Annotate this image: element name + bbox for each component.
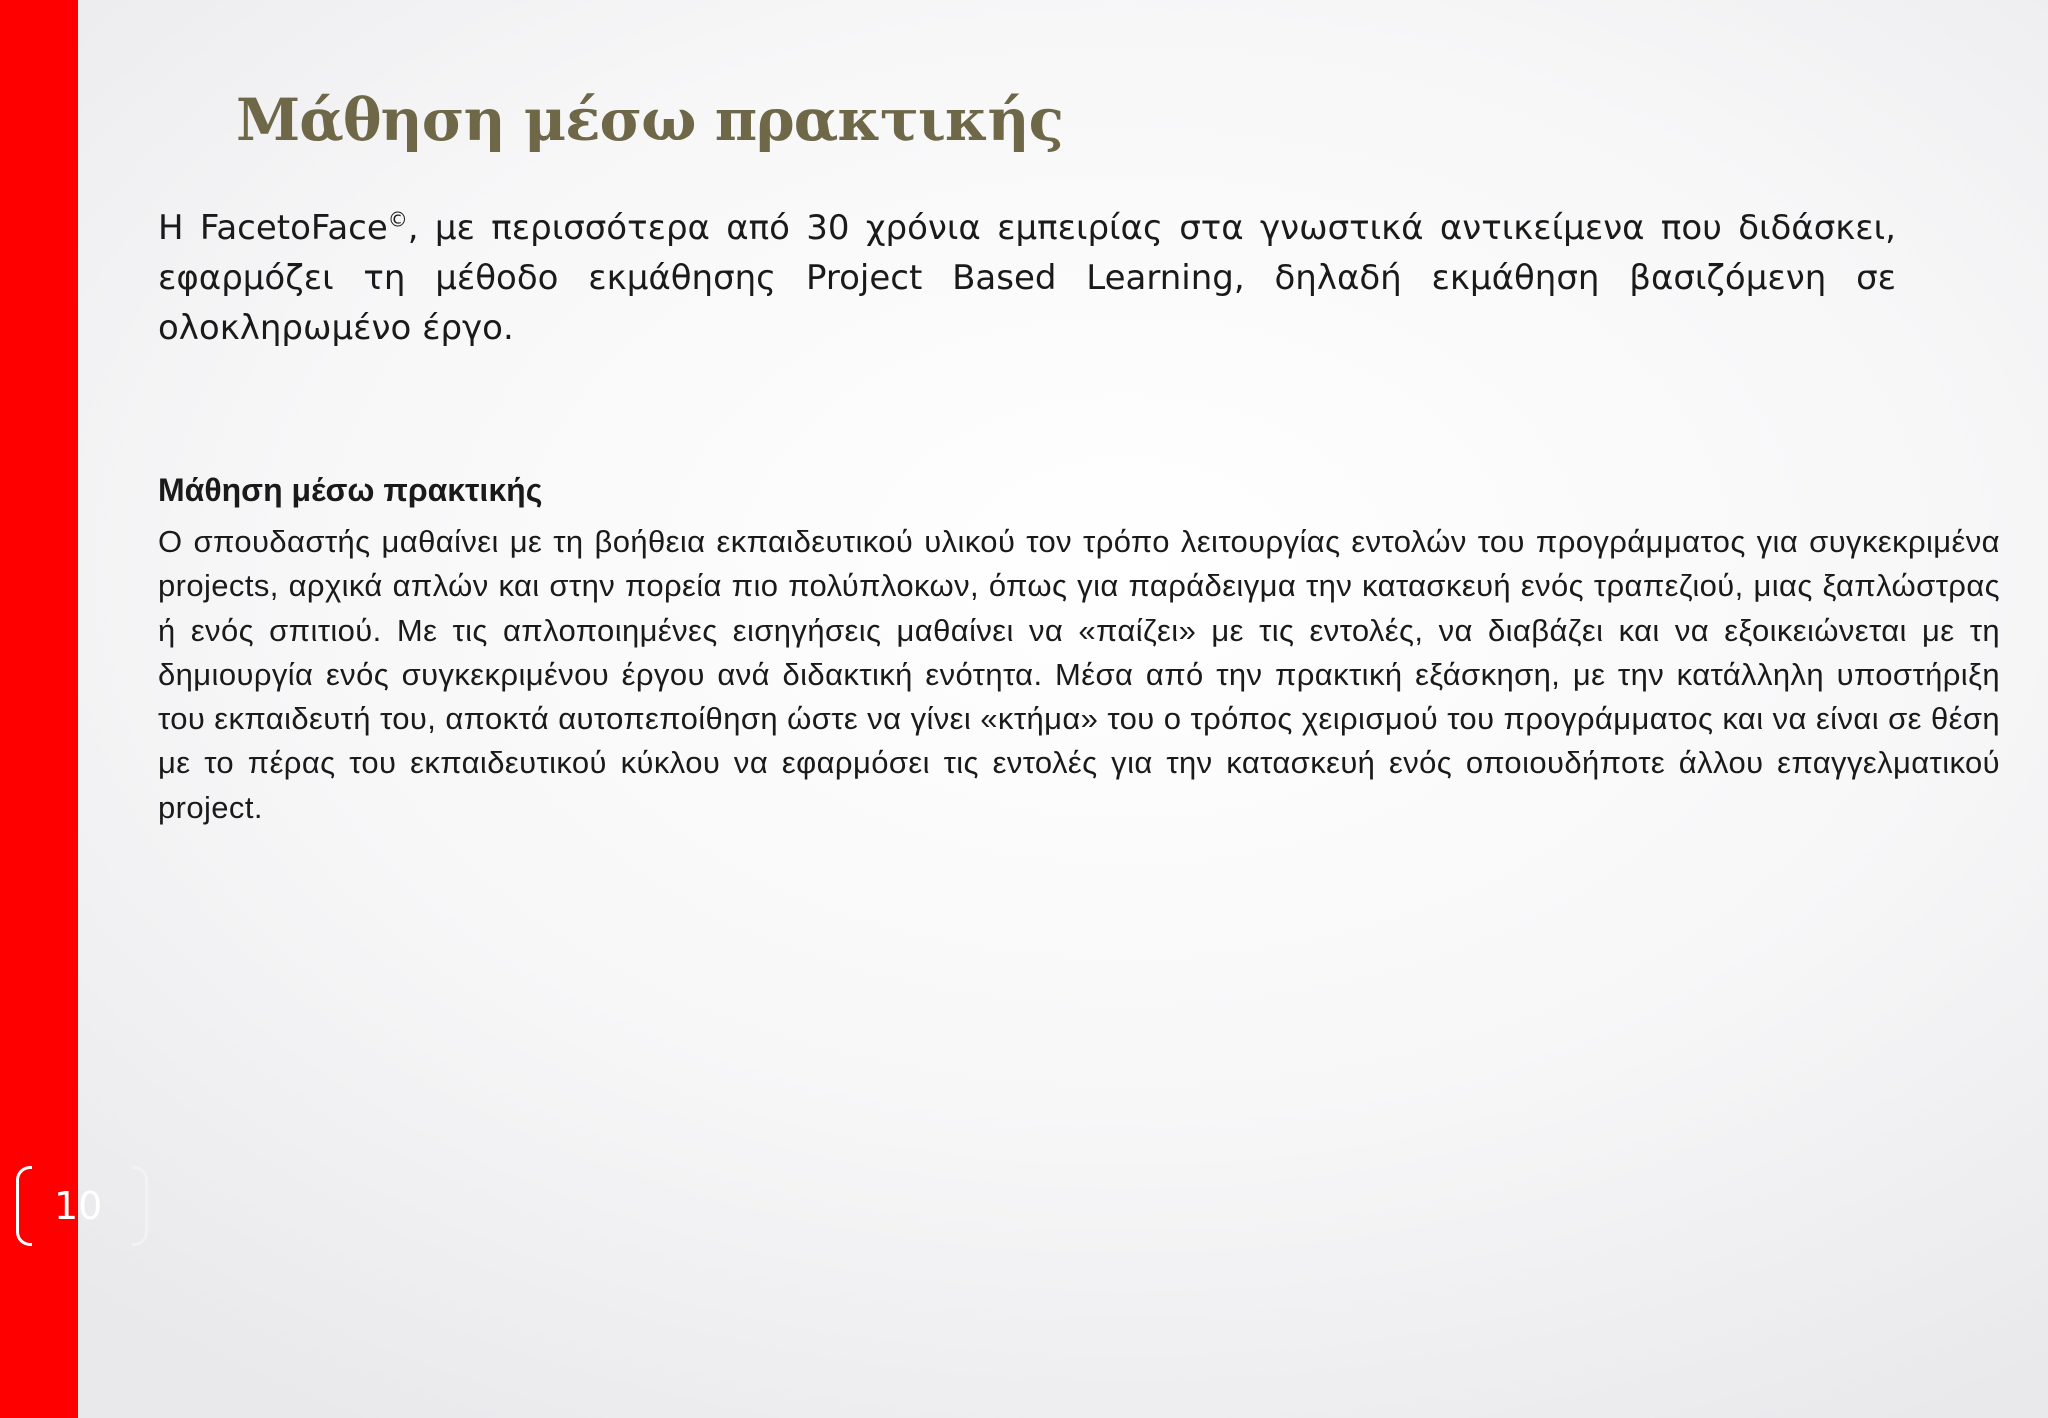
page-number-badge bbox=[12, 1166, 142, 1252]
section-body-paragraph: Ο σπουδαστής μαθαίνει με τη βοήθεια εκπαιδευτικού υλικού τον τρόπο λειτουργίας εντολών του προγράμματος για συγκεκριμένα projects, αρχικά απλών και στην πορεία πιο πολύπλοκων, όπως για παράδειγμα την κατασκευή ενός τραπεζιού, μιας ξαπλώστρας ή ενός σπιτιού. Με τις απλοποιημένες εισηγήσεις μαθαίνει να «παίζει» με τις εντολές, να διαβάζει και να εξοικειώνεται με τη δημιουργία ενός συγκεκριμένου έργου ανά διδακτική ενότητα. Μέσα από την πρακτική εξάσκηση, με την κατάλληλη υποστήριξη του εκπαιδευτή του, αποκτά αυτοπεποίθηση ώστε να γίνει «κτήμα» του ο τρόπος χειρισμού του προγράμματος και να είναι σε θέση με το πέρας του εκπαιδευτικού κύκλου να εφαρμόσει τις εντολές για την κατασκευή ενός οποιουδήποτε άλλου επαγγελματικού project. bbox=[158, 524, 2000, 825]
slide-title: Μάθηση μέσω πρακτικής bbox=[236, 86, 1063, 154]
intro-text-rest: , με περισσότερα από 30 χρόνια εμπειρίας στα γνωστικά αντικείμενα που διδάσκει, εφαρμόζει τη μέθοδο εκμάθησης Project Based Learning, δηλαδή εκμάθηση βασιζόμενη σε ολοκληρωμένο έργο. bbox=[158, 208, 1896, 348]
intro-text-start: Η FacetoFace bbox=[158, 208, 388, 248]
intro-paragraph bbox=[158, 203, 1896, 353]
section-heading: Μάθηση μέσω πρακτικής bbox=[158, 472, 543, 508]
right-bracket-decoration bbox=[132, 1166, 148, 1246]
page-number: 10 bbox=[54, 1184, 103, 1228]
left-bracket-decoration bbox=[16, 1166, 32, 1246]
copyright-mark: © bbox=[387, 207, 408, 232]
